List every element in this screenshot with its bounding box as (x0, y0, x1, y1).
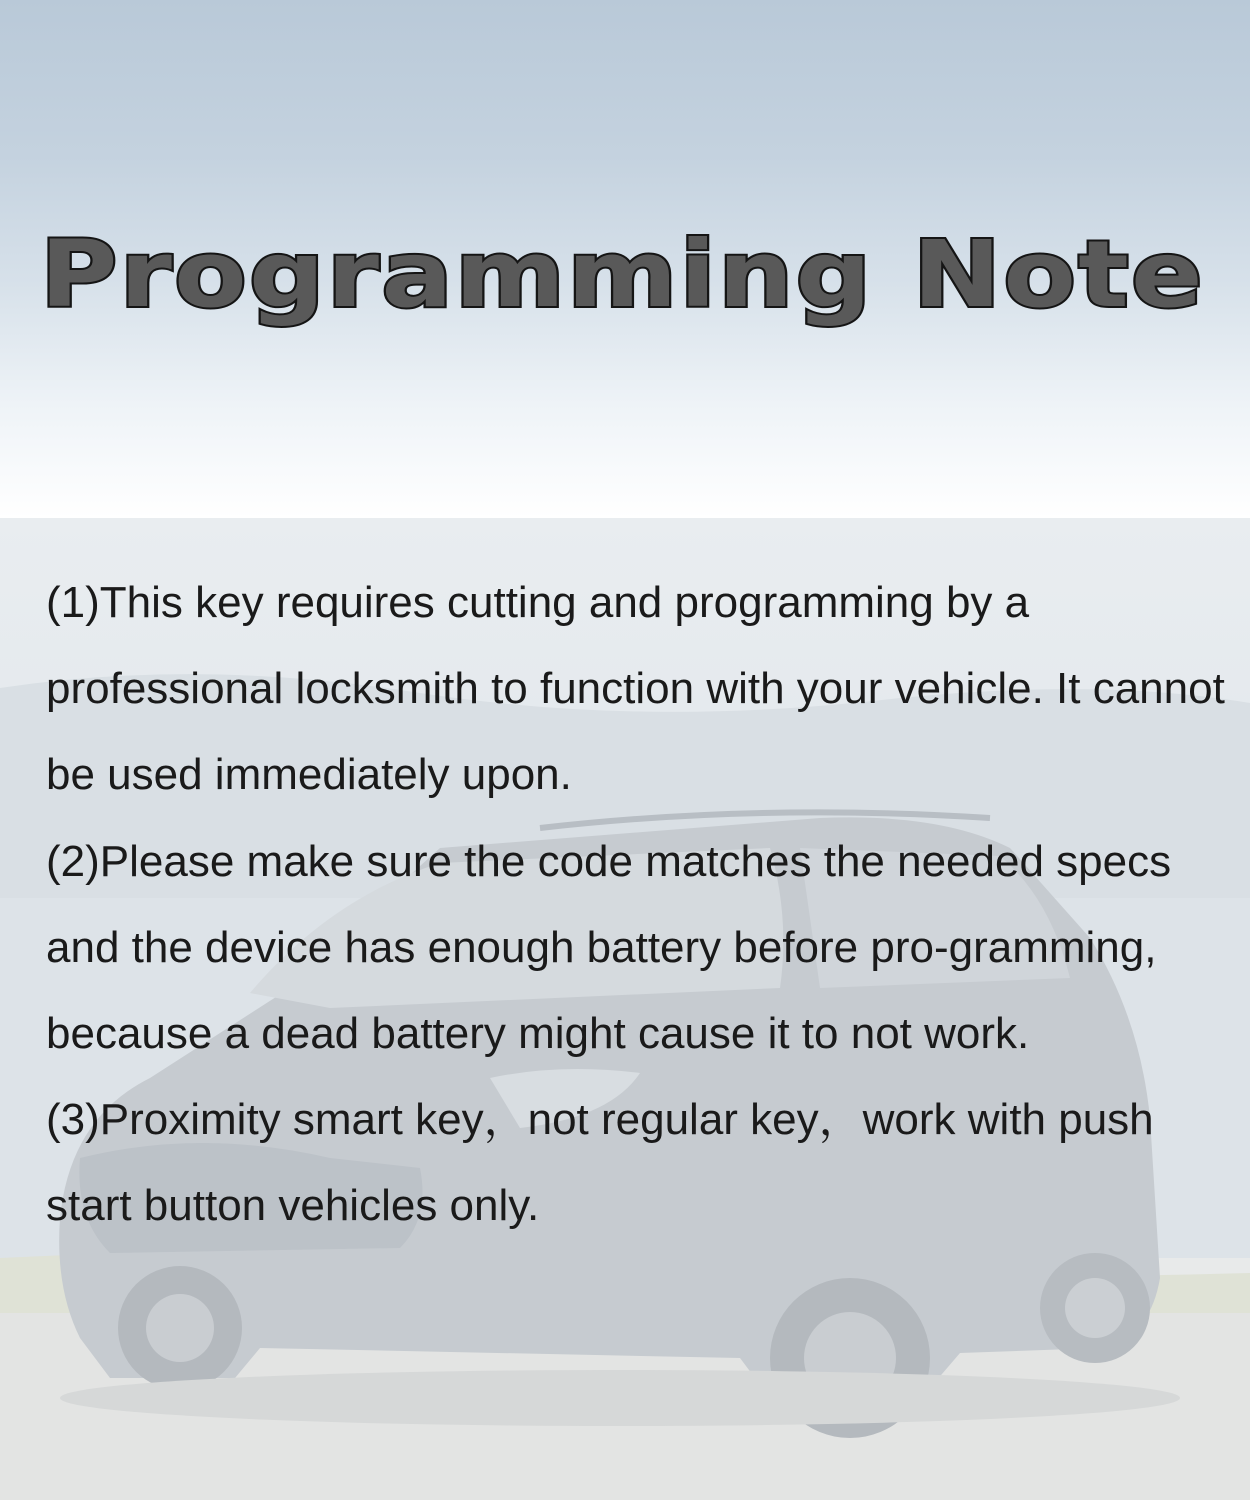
note-cutting-programming: (1)This key requires cutting and programming by a professional locksmith to function with your vehicle. It cannot be used immediately upon. (46, 578, 1225, 800)
note-code-battery: (2)Please make sure the code matches the needed specs and the device has enough battery before pro-gramming, because a dead battery might cause it to not work. (46, 836, 1172, 1059)
programming-notes (46, 560, 1226, 1250)
title-graphic (0, 0, 1250, 518)
note-proximity-key: (3)Proximity smart key，not regular key，work with push start button vehicles only. (46, 1095, 1154, 1231)
page-title: Programming Note (40, 221, 1205, 328)
title-banner (0, 0, 1250, 518)
